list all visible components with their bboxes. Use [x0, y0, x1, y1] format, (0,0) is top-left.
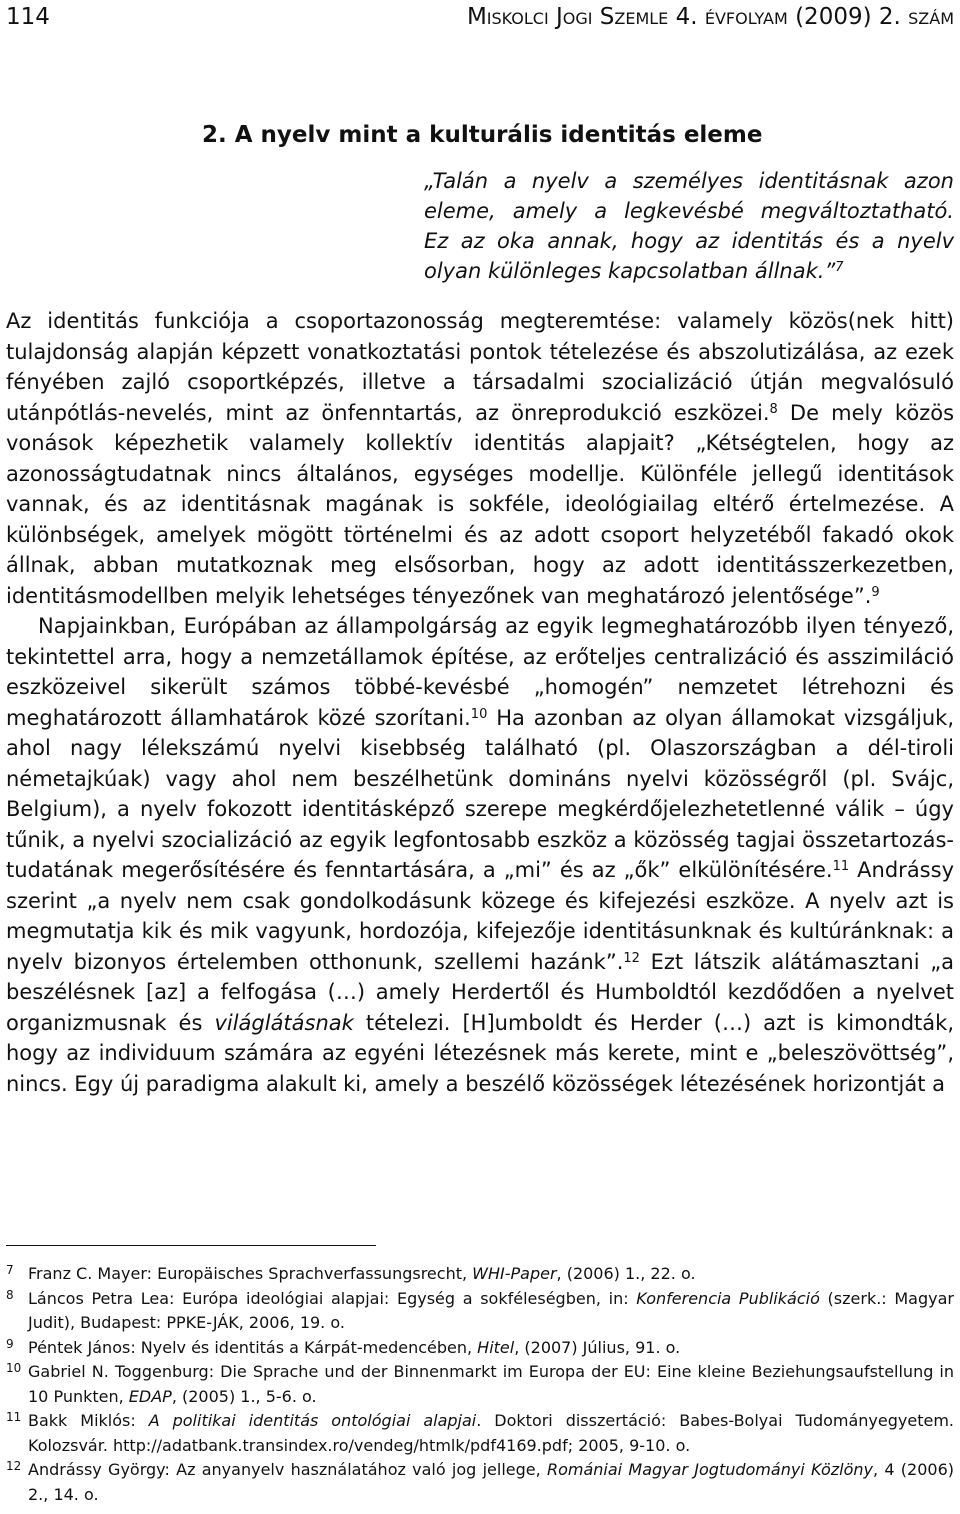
footnote-number: 9: [6, 1336, 14, 1351]
footnote-ref[interactable]: 9: [871, 584, 880, 600]
epigraph-quote: [424, 166, 954, 286]
footnote-text: , (2006) 1., 22. o.: [556, 1264, 696, 1283]
footnote-number: 7: [6, 1263, 14, 1277]
footnote-ref[interactable]: 7: [835, 260, 844, 275]
footnote-number: 8: [6, 1287, 14, 1302]
footnote-text: Láncos Petra Lea: Európa ideológiai alapjai: Egység a sokféleségben, in:: [28, 1288, 637, 1308]
epigraph-line: [424, 256, 954, 286]
epigraph-text: olyan különleges kapcsolatban állnak.”: [424, 259, 836, 283]
footnote-emphasis: Romániai Magyar Jogtudományi Közlöny: [546, 1460, 873, 1479]
body-text: [6, 306, 954, 1099]
footnote-10: [6, 1360, 954, 1409]
text-run: Napjainkban, Európában az állampolgárság az egyik legmeghatározóbb ilyen tényező, tekintettel arra, hogy a nemzetállamok építése, az erőteljes centralizáció és asszimiláció eszközeivel sikerült számos többé-kevésbé „homogén” nemzetet létrehozni és meghatározott államhatárok közé szorítani.: [6, 614, 954, 730]
epigraph-line: eleme, amely a legkevésbé megváltoztatható.: [424, 199, 954, 223]
text-run: Andrássy szerint „a nyelv nem csak gondolkodásunk közege és kifejezési eszköze. A nyelv azt is megmutatja kik és mik vagyunk, hordozója, kifejezője identitásunknak és kultúránknak: a nyelv bizonyos értelemben otthonunk, szellemi hazánk”.: [6, 858, 954, 974]
paragraph: [6, 611, 954, 1099]
footnote-text: (szerk.: Magyar Judit), Budapest: PPKE-JÁK, 2006, 19. o.: [28, 1288, 954, 1332]
footnote-text: , (2007) Július, 91. o.: [514, 1337, 681, 1357]
footnote-11: [6, 1409, 954, 1458]
epigraph-line: „Talán a nyelv a személyes identitásnak azon: [424, 169, 954, 193]
footnote-text: Bakk Miklós:: [28, 1411, 149, 1430]
text-run: Ha azonban az olyan államokat vizsgáljuk, ahol nagy lélekszámú nyelvi kisebbség található (pl. Olaszországban a dél-tiroli németajkúak) vagy ahol nem beszélhetünk domináns nyelvi közösségről (pl. Svájc, Belgium), a nyelv fokozott identitásképző szerepe megkérdőjelezhetetlenné válik – úgy tűnik, a nyelvi szocializáció az egyik legfontosabb eszköz a közösség tagjai összetartozás-tudatának megerősítésére és fenntartására, a „mi” és az „ők” elkülönítésére.: [6, 705, 955, 882]
page-number: 114: [6, 4, 50, 30]
paragraph: [6, 306, 954, 611]
footnote-ref[interactable]: 11: [832, 859, 850, 874]
epigraph-line: Ez az oka annak, hogy az identitás és a nyelv: [424, 229, 954, 253]
footnote-12: [6, 1458, 954, 1507]
footnote-divider: [6, 1245, 376, 1246]
journal-title: Miskolci Jogi Szemle 4. évfolyam (2009) 2. szám: [466, 4, 954, 30]
footnote-7: [6, 1262, 954, 1287]
text-run: De mely közös vonások képezhetik valamely kollektív identitás alapjait? „Kétségtelen, hogy az azonosságtudatnak nincs általános, egységes modellje. Különféle jellegű identitások vannak, és az identitásnak magának is sokféle, ideológiailag eltérő értelmezése. A különbségek, amelyek mögött történelmi és az adott csoport helyzetéből fakadó okok állnak, abban mutatkoznak meg elsősorban, hogy az adott identitásszerkezetben, identitásmodellben melyik lehetséges tényezőnek van meghatározó jelentősége”.: [6, 400, 955, 608]
footnote-number: 10: [6, 1361, 22, 1375]
footnote-number: 12: [6, 1459, 22, 1473]
footnote-text: Franz C. Mayer: Europäisches Sprachverfassungsrecht,: [28, 1264, 473, 1283]
footnote-8: [6, 1287, 954, 1336]
footnote-ref[interactable]: 12: [623, 950, 640, 966]
footnote-emphasis: EDAP: [128, 1386, 172, 1406]
running-header: [6, 0, 954, 38]
footnote-text: , (2005) 1., 5-6. o.: [171, 1386, 317, 1406]
text-run: Az identitás funkciója a csoportazonosság megteremtése: valamely közös(nek hitt) tulajdonság alapján képzett vonatkoztatási pontok tételezése és abszolutizálása, az ezek fényében zajló csoportképzés, illetve a társadalmi szocializáció útján megvalósuló utánpótlás-nevelés, mint az önfenntartás, az önreprodukció eszközei.: [6, 309, 954, 425]
footnote-text: , 4 (2006) 2., 14. o.: [28, 1460, 954, 1504]
footnote-emphasis: Konferencia Publikáció: [636, 1288, 820, 1308]
footnote-text: Péntek János: Nyelv és identitás a Kárpát-medencében,: [28, 1337, 478, 1357]
footnote-emphasis: WHI-Paper: [472, 1264, 557, 1283]
section-heading: 2. A nyelv mint a kulturális identitás eleme: [202, 122, 763, 148]
footnote-emphasis: A politikai identitás ontológiai alapjai: [148, 1411, 477, 1430]
footnote-text: Gabriel N. Toggenburg: Die Sprache und der Binnenmarkt im Europa der EU: Eine kleine Beziehungsaufstellung in 10 Punkten,: [28, 1362, 954, 1406]
footnote-text: . Doktori disszertáció: Babes-Bolyai Tudományegyetem. Kolozsvár. http://adatbank.transindex.ro/vendeg/htmlk/pdf4169.pdf; 2005, 9-10. o.: [28, 1411, 954, 1455]
footnote-ref[interactable]: 8: [769, 401, 778, 417]
text-run: tételezi. [H]umboldt és Herder (…) azt is kimondták, hogy az individuum számára az egyéni létezésnek más kerete, mint e „beleszövöttség”, nincs. Egy új paradigma alakult ki, amely a beszélő közösségek létezésének horizontját a: [6, 1010, 954, 1096]
footnotes: [6, 1262, 954, 1507]
emphasis-text: világlátásnak: [214, 1010, 354, 1035]
text-run: Ezt látszik alátámasztani „a beszélésnek [az] a felfogása (…) amely Herdertől és Humboldtól kezdődően a nyelvet organizmusnak és: [6, 949, 954, 1035]
footnote-ref[interactable]: 10: [470, 706, 488, 722]
footnote-text: Andrássy György: Az anyanyelv használatához való jog jellege,: [28, 1460, 547, 1479]
footnote-emphasis: Hitel: [477, 1337, 515, 1357]
footnote-9: [6, 1336, 954, 1361]
footnote-number: 11: [6, 1410, 22, 1424]
